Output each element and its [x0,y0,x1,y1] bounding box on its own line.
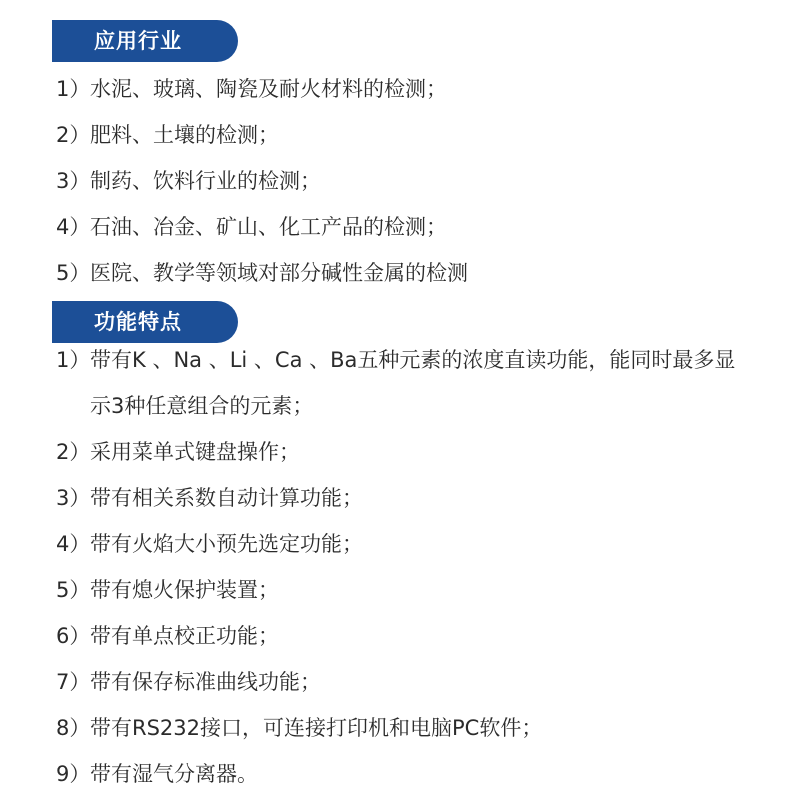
item-text: 医院、教学等领域对部分碱性金属的检测 [90,261,468,285]
section-header-features: 功能特点 [52,301,238,343]
item-text: 采用菜单式键盘操作； [90,440,300,464]
item-number: 6） [56,624,91,648]
list-item [56,567,750,613]
item-text: 肥料、土壤的检测； [90,123,279,147]
item-number: 1） [56,77,91,101]
item-number: 2） [56,123,91,147]
item-text: 带有湿气分离器。 [90,762,258,786]
list-item [56,66,468,112]
list-item [56,429,750,475]
item-text: 带有熄火保护装置； [90,578,279,602]
item-number: 8） [56,716,91,740]
list-item [56,659,750,705]
section-header-applications: 应用行业 [52,20,238,62]
list-item [56,613,750,659]
list-item [56,521,750,567]
item-text: 制药、饮料行业的检测； [90,169,321,193]
list-item [56,250,468,296]
item-number: 7） [56,670,91,694]
item-number: 1） [56,348,91,372]
item-text: 带有RS232接口，可连接打印机和电脑PC软件； [90,716,543,740]
item-number: 4） [56,532,91,556]
list-item [56,204,468,250]
list-item [56,751,750,797]
item-text: 带有K 、Na 、Li 、Ca 、Ba五种元素的浓度直读功能，能同时最多显示3种任意组合的元素； [90,348,736,418]
list-item [56,158,468,204]
item-number: 2） [56,440,91,464]
item-text: 带有保存标准曲线功能； [90,670,321,694]
item-text: 石油、冶金、矿山、化工产品的检测； [90,215,447,239]
item-number: 4） [56,215,91,239]
features-list [56,337,750,797]
item-number: 9） [56,762,91,786]
item-number: 5） [56,261,91,285]
applications-list [56,66,468,296]
item-number: 3） [56,486,91,510]
item-text: 水泥、玻璃、陶瓷及耐火材料的检测； [90,77,447,101]
item-text: 带有相关系数自动计算功能； [90,486,363,510]
item-text: 带有火焰大小预先选定功能； [90,532,363,556]
list-item [56,112,468,158]
list-item [56,337,750,429]
item-number: 5） [56,578,91,602]
list-item [56,475,750,521]
item-text: 带有单点校正功能； [90,624,279,648]
item-number: 3） [56,169,91,193]
list-item [56,705,750,751]
